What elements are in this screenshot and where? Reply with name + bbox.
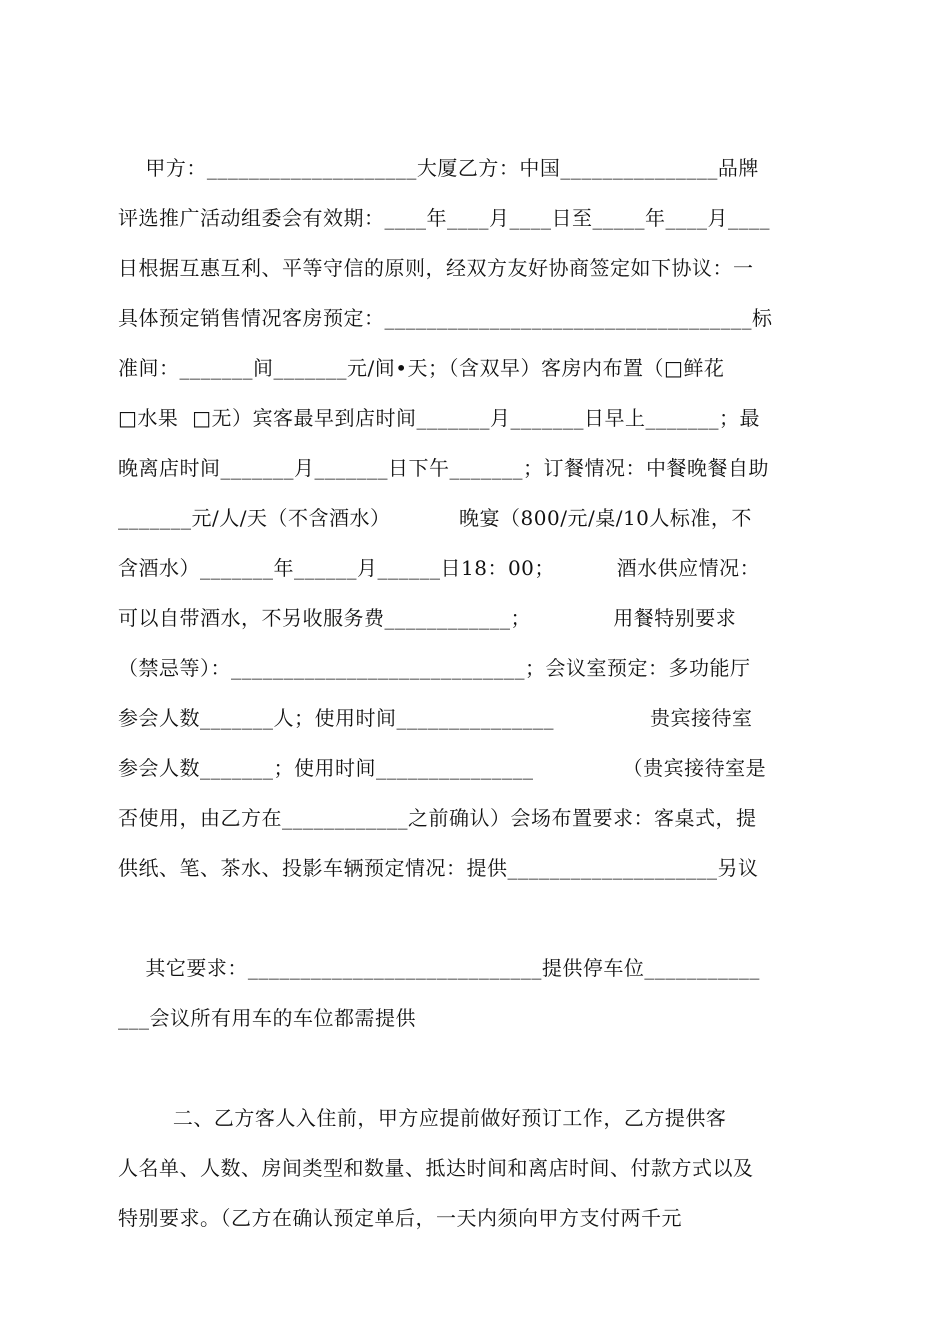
- paragraph-line: 含酒水）_______年______月______日18：00； 酒水供应情况：: [118, 556, 761, 580]
- paragraph-line: 晚离店时间_______月_______日下午_______；订餐情况：中餐晚餐自助: [118, 456, 769, 480]
- paragraph-line: ___会议所有用车的车位都需提供: [118, 1006, 416, 1030]
- paragraph-line: 特别要求。（乙方在确认预定单后，一天内须向甲方支付两千元: [118, 1206, 682, 1230]
- paragraph-line: 评选推广活动组委会有效期：____年____月____日至_____年____月____: [118, 206, 770, 230]
- paragraph-line: 人名单、人数、房间类型和数量、抵达时间和离店时间、付款方式以及: [118, 1156, 754, 1180]
- paragraph-line: （禁忌等）：____________________________；会议室预定：多功能厅: [118, 656, 751, 680]
- paragraph-line: 参会人数_______；使用时间_______________ （贵宾接待室是: [118, 756, 767, 780]
- paragraph-line: 具体预定销售情况客房预定：___________________________________标: [118, 306, 773, 330]
- paragraph-line: 否使用，由乙方在____________之前确认）会场布置要求：客桌式，提: [118, 806, 757, 830]
- paragraph-line: 供纸、笔、茶水、投影车辆预定情况：提供____________________另议: [118, 856, 759, 880]
- paragraph-line: _______元/人/天（不含酒水） 晚宴（800/元/桌/10人标准，不: [118, 506, 752, 530]
- paragraph-line: 甲方：____________________大厦乙方：中国_______________品牌: [118, 156, 759, 180]
- paragraph-line: 准间：_______间_______元/间•天；（含双早）客房内布置（□鲜花: [118, 356, 725, 380]
- paragraph-line: 二、乙方客人入住前，甲方应提前做好预订工作，乙方提供客: [118, 1106, 727, 1130]
- paragraph-line: 可以自带酒水，不另收服务费____________； 用餐特别要求: [118, 606, 737, 630]
- paragraph-line: 其它要求：____________________________提供停车位___________: [118, 956, 760, 980]
- paragraph-line: 参会人数_______人；使用时间_______________ 贵宾接待室: [118, 706, 753, 730]
- paragraph-line: □水果 □无）宾客最早到店时间_______月_______日早上_______；最: [118, 406, 761, 430]
- paragraph-line: 日根据互惠互利、平等守信的原则，经双方友好协商签定如下协议：一: [118, 256, 754, 280]
